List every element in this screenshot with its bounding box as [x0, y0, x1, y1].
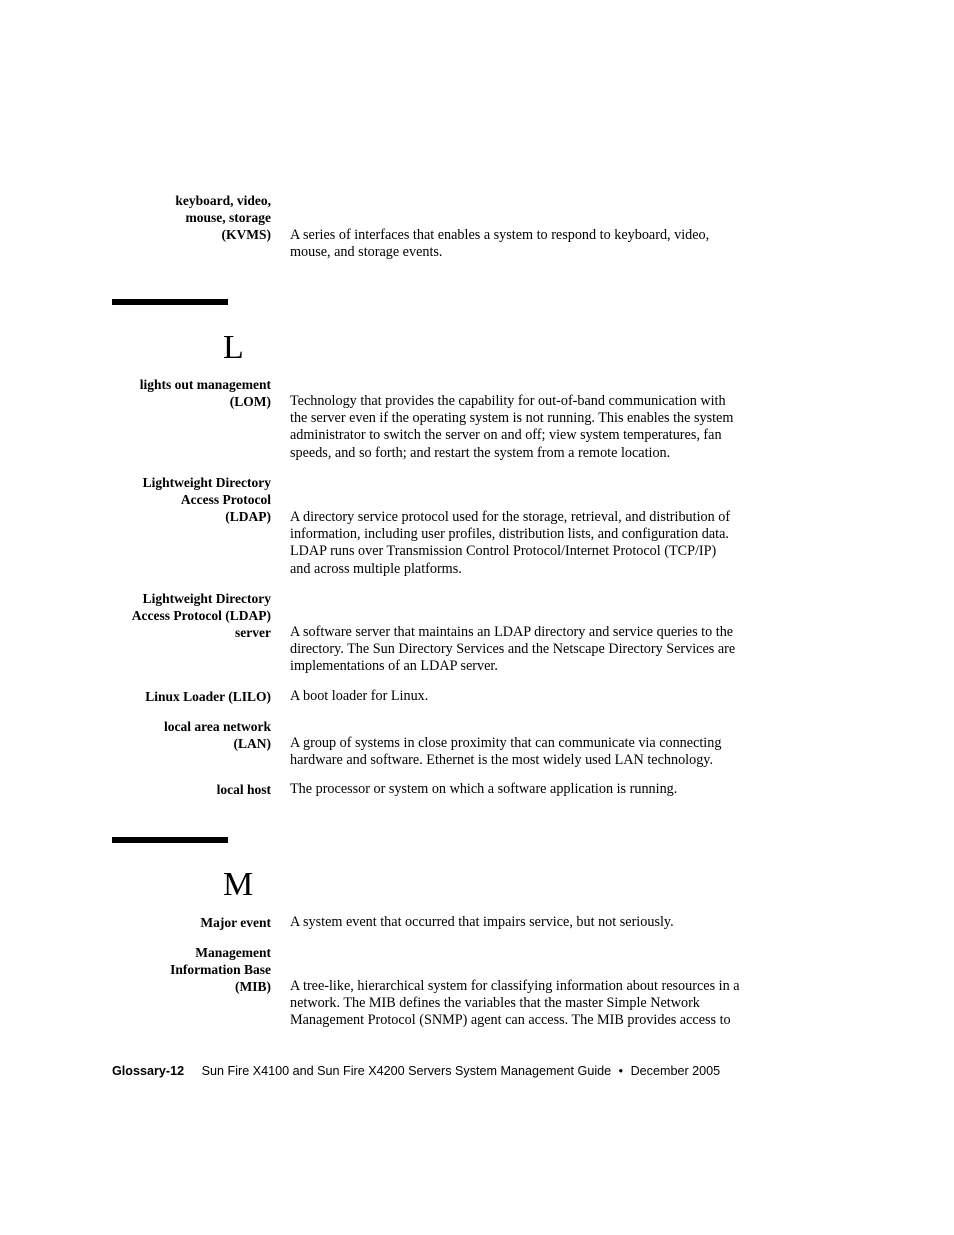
- definition-line: directory. The Sun Directory Services and the Netscape Directory Services are: [290, 641, 736, 658]
- glossary-term: [71, 192, 271, 244]
- term-line: (LAN): [233, 736, 271, 752]
- definition-line: information, including user profiles, distribution lists, and configuration data.: [290, 526, 729, 543]
- term-line: (MIB): [235, 979, 271, 995]
- section-letter: L: [223, 329, 244, 366]
- document-title: Sun Fire X4100 and Sun Fire X4200 Servers System Management Guide: [201, 1064, 612, 1078]
- definition-line: LDAP runs over Transmission Control Protocol/Internet Protocol (TCP/IP): [290, 543, 717, 560]
- term-line: Information Base: [170, 962, 271, 978]
- term-line: Linux Loader (LILO): [145, 689, 271, 704]
- definition-line: The processor or system on which a software application is running.: [290, 781, 678, 797]
- definition-line: speeds, and so forth; and restart the system from a remote location.: [290, 444, 671, 461]
- definition-line: hardware and software. Ethernet is the most widely used LAN technology.: [290, 752, 714, 769]
- glossary-definition: [290, 781, 800, 798]
- definition-line: administrator to switch the server on and off; view system temperatures, fan: [290, 427, 722, 444]
- section-letter: M: [223, 866, 254, 903]
- glossary-definition: [290, 914, 800, 931]
- glossary-term: [71, 914, 271, 931]
- glossary-term: [71, 376, 271, 410]
- term-line: (LOM): [229, 394, 271, 410]
- definition-line: A tree-like, hierarchical system for classifying information about resources in a: [290, 978, 740, 994]
- glossary-term: [71, 474, 271, 526]
- definition-line: Management Protocol (SNMP) agent can access. The MIB provides access to: [290, 1012, 731, 1029]
- glossary-definition: [290, 624, 800, 676]
- term-line: keyboard, video,: [175, 193, 271, 208]
- glossary-definition: [290, 735, 800, 769]
- glossary-term: [71, 781, 271, 798]
- glossary-definition: [290, 509, 800, 578]
- glossary-definition: [290, 688, 800, 705]
- glossary-definition: [290, 978, 800, 1030]
- definition-line: A boot loader for Linux.: [290, 688, 429, 704]
- document-date: December 2005: [630, 1064, 721, 1078]
- definition-line: A directory service protocol used for the storage, retrieval, and distribution of: [290, 509, 731, 525]
- definition-line: A system event that occurred that impairs service, but not seriously.: [290, 914, 674, 930]
- definition-line: A group of systems in close proximity that can communicate via connecting: [290, 735, 722, 751]
- glossary-definition: [290, 227, 800, 261]
- section-rule: [112, 837, 228, 843]
- term-line: Access Protocol (LDAP): [131, 608, 271, 624]
- glossary-term: [71, 718, 271, 752]
- glossary-term: [71, 944, 271, 996]
- page-number: Glossary-12: [112, 1064, 185, 1078]
- footer-separator: •: [618, 1064, 624, 1078]
- definition-line: mouse, and storage events.: [290, 244, 443, 261]
- term-line: server: [235, 625, 271, 641]
- definition-line: implementations of an LDAP server.: [290, 658, 498, 675]
- definition-line: network. The MIB defines the variables that the master Simple Network: [290, 995, 700, 1012]
- glossary-term: [71, 590, 271, 642]
- term-line: Lightweight Directory: [142, 591, 271, 606]
- definition-line: the server even if the operating system is not running. This enables the system: [290, 410, 734, 427]
- term-line: mouse, storage: [185, 210, 271, 226]
- term-line: Lightweight Directory: [142, 475, 271, 490]
- definition-line: A software server that maintains an LDAP directory and service queries to the: [290, 624, 734, 640]
- term-line: local host: [216, 782, 271, 797]
- definition-line: A series of interfaces that enables a system to respond to keyboard, video,: [290, 227, 710, 243]
- glossary-term: [71, 688, 271, 705]
- term-line: local area network: [164, 719, 271, 734]
- definition-line: and across multiple platforms.: [290, 560, 462, 577]
- term-line: Access Protocol: [180, 492, 271, 508]
- section-rule: [112, 299, 228, 305]
- page-footer: [112, 1063, 720, 1079]
- definition-line: Technology that provides the capability for out-of-band communication with: [290, 393, 726, 409]
- term-line: (KVMS): [221, 227, 271, 243]
- term-line: lights out management: [139, 377, 271, 392]
- term-line: Management: [195, 945, 271, 960]
- term-line: (LDAP): [225, 509, 271, 525]
- glossary-definition: [290, 393, 800, 462]
- term-line: Major event: [200, 915, 271, 930]
